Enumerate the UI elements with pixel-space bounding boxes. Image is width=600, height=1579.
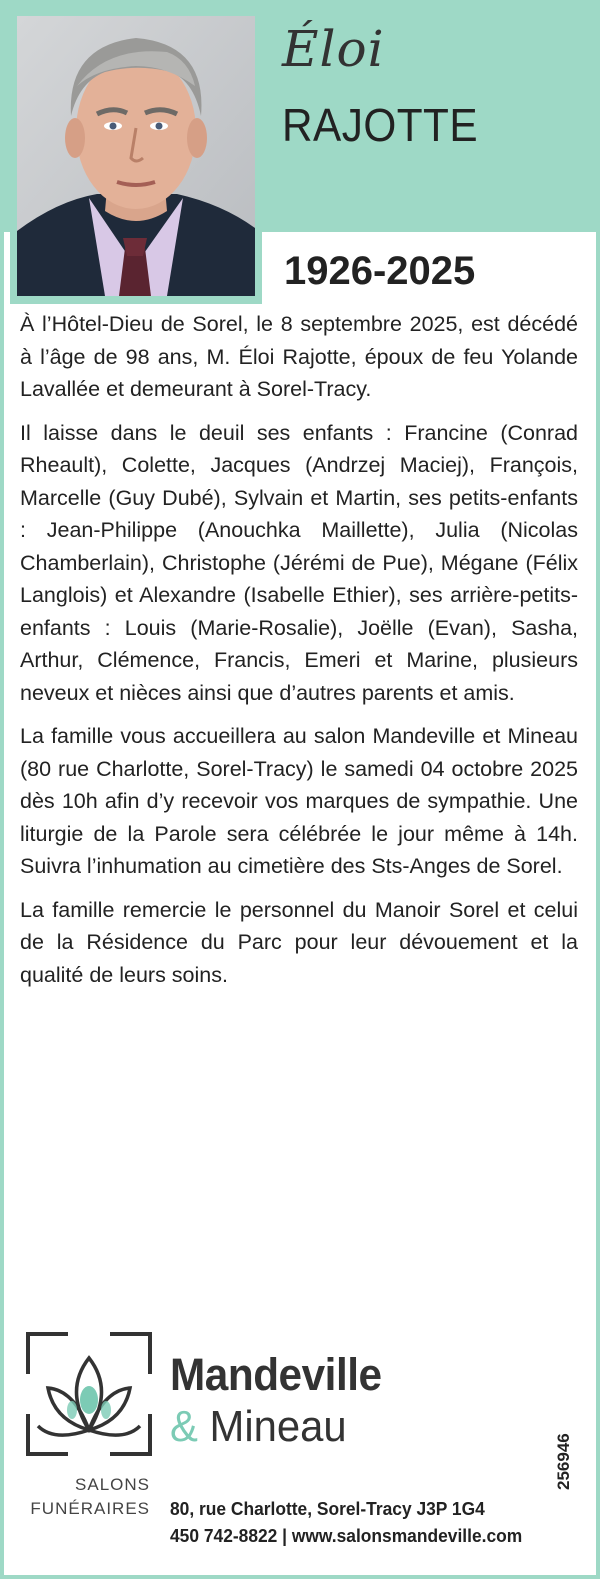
address-line: 80, rue Charlotte, Sorel-Tracy J3P 1G4	[170, 1498, 485, 1519]
funeraires-line: FUNÉRAIRES	[30, 1499, 150, 1518]
obituary-text	[20, 308, 578, 1002]
brand-ampersand: &	[170, 1402, 198, 1451]
salons-funeraires-label	[22, 1473, 150, 1521]
paragraph-visitation: La famille vous accueillera au salon Mandeville et Mineau (80 rue Charlotte, Sorel-Tracy) le samedi 04 octobre 2025 dès 10h afin d’y recevoir vos marques de sympathie. Une liturgie de la Parole sera célébrée le jour même à 14h. Suivra l’inhumation au cimetière des Sts-Anges de Sorel.	[20, 724, 578, 878]
contact-block	[170, 1495, 522, 1549]
brand-name-mineau	[170, 1402, 347, 1452]
ad-number: 256946	[554, 1433, 573, 1490]
deceased-last-name: RAJOTTE	[282, 99, 479, 151]
brand-name-mineau-text: Mineau	[209, 1402, 347, 1451]
portrait-photo	[17, 16, 255, 296]
phone-website-line: 450 742-8822 | www.salonsmandeville.com	[170, 1525, 523, 1546]
salons-line: SALONS	[75, 1475, 150, 1494]
paragraph-thanks: La famille remercie le personnel du Manoir Sorel et celui de la Résidence du Parc pour leur dévouement et la qualité de leurs soins.	[20, 897, 578, 987]
paragraph-family: Il laisse dans le deuil ses enfants : Francine (Conrad Rheault), Colette, Jacques (Andrzej Maciej), François, Marcelle (Guy Dubé), Sylvain et Martin, ses petits-enfants : Jean-Philippe (Anouchka Maillette), Julia (Nicolas Chamberlain), Christophe (Jérémi de Pue), Mégane (Félix Langlois) et Alexandre (Isabelle Ethier), ses arrière-petits-enfants : Louis (Marie-Rosalie), Joëlle (Evan), Sasha, Arthur, Clémence, Francis, Emeri et Marine, plusieurs neveux et nièces ainsi que d’autres parents et amis.	[20, 420, 578, 705]
lotus-flower-icon	[24, 1330, 154, 1458]
paragraph-death-notice: À l’Hôtel-Dieu de Sorel, le 8 septembre 2025, est décédé à l’âge de 98 ans, M. Éloi Rajotte, époux de feu Yolande Lavallée et demeurant à Sorel-Tracy.	[20, 312, 578, 401]
brand-name-mandeville: Mandeville	[170, 1349, 382, 1400]
life-years: 1926-2025	[284, 249, 476, 293]
deceased-first-name: Éloi	[282, 20, 385, 78]
